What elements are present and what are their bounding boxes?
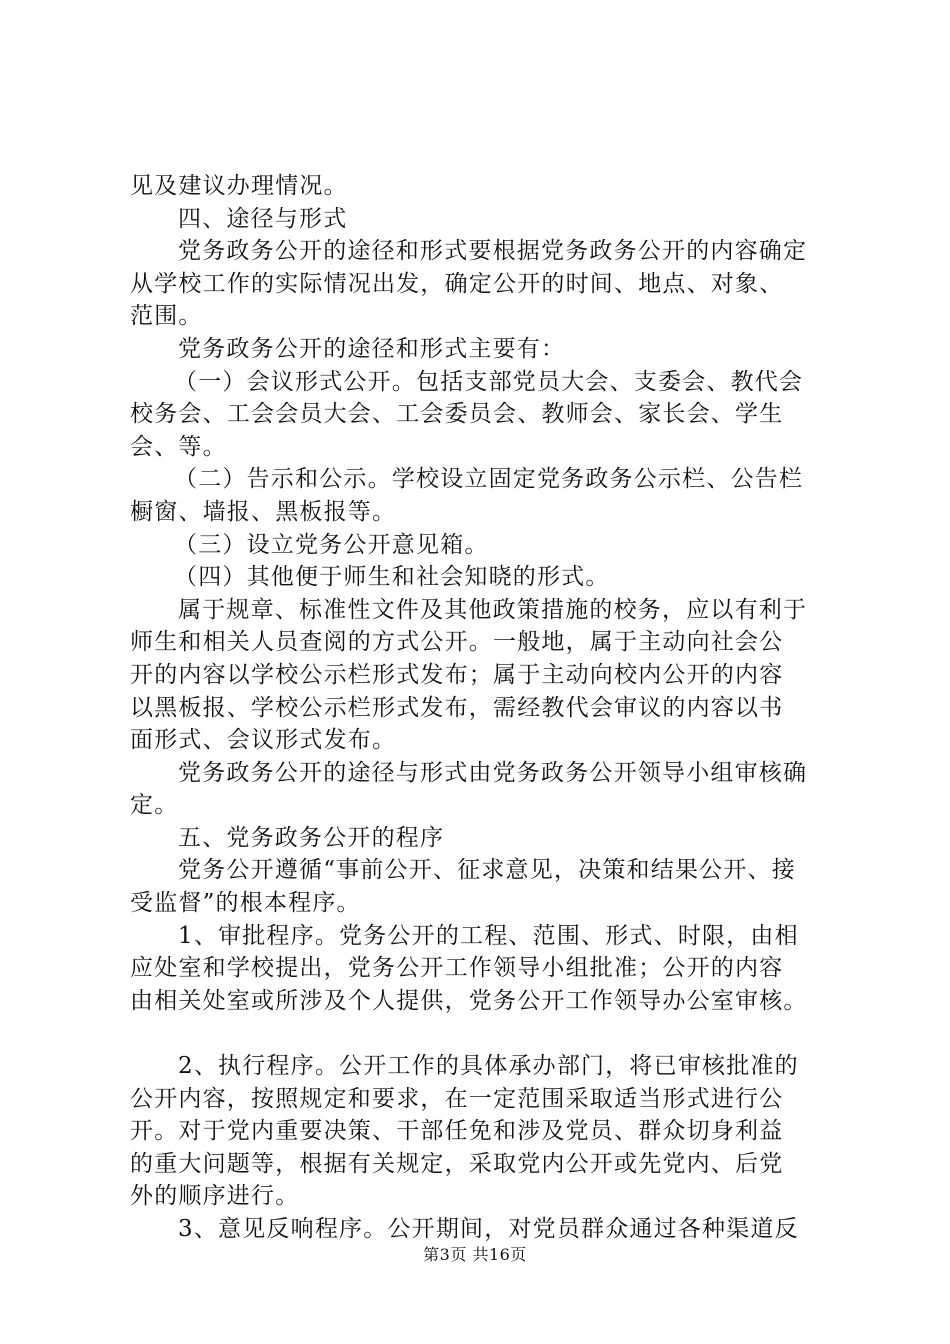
text-line: 见及建议办理情况。 — [130, 173, 348, 199]
text-line: 面形式、会议形式发布。 — [130, 727, 397, 754]
text-line: 2、执行程序。公开工作的具体承办部门，将已审核批准的 — [178, 1053, 799, 1080]
text-line: 党务政务公开的途径和形式要根据党务政务公开的内容确定 — [178, 238, 808, 265]
text-line: 开。对于党内重要决策、干部任免和涉及党员、群众切身利益 — [130, 1118, 784, 1145]
text-line: 党务政务公开的途径和形式主要有： — [178, 335, 566, 362]
text-line: 校务会、工会会员大会、工会委员会、教师会、家长会、学生 — [130, 401, 784, 428]
text-line: 应处室和学校提出，党务公开工作领导小组批准；公开的内容 — [130, 955, 784, 982]
text-line: 的重大问题等，根据有关规定，采取党内公开或先党内、后党 — [130, 1150, 784, 1177]
text-line: 党务政务公开的途径与形式由党务政务公开领导小组审核确 — [178, 759, 808, 786]
text-line: 外的顺序进行。 — [130, 1183, 300, 1210]
section-heading: 五、党务政务公开的程序 — [178, 824, 445, 851]
text-line: 会、等。 — [130, 433, 227, 460]
text-line: 橱窗、墙报、黑板报等。 — [130, 498, 397, 525]
text-line: 1、审批程序。党务公开的工程、范围、形式、时限，由相 — [178, 922, 799, 949]
text-line: 党务公开遵循“事前公开、征求意见，决策和结果公开、接 — [178, 857, 796, 884]
text-line: （二）告示和公示。学校设立固定党务政务公示栏、公告栏 — [174, 466, 804, 493]
document-body — [130, 170, 840, 1246]
section-heading: 四、途径与形式 — [178, 205, 348, 232]
text-line: 定。 — [130, 792, 179, 819]
blank-line — [130, 1017, 840, 1050]
text-line: （三）设立党务公开意见箱。 — [174, 531, 489, 558]
text-line: （一）会议形式公开。包括支部党员大会、支委会、教代会 — [174, 368, 804, 395]
text-line: 3、意见反响程序。公开期间，对党员群众通过各种渠道反 — [178, 1216, 799, 1242]
text-line: 属于规章、标准性文件及其他政策措施的校务，应以有利于 — [178, 596, 808, 623]
text-line: 从学校工作的实际情况出发，确定公开的时间、地点、对象、 — [130, 270, 784, 297]
text-line: （四）其他便于师生和社会知晓的形式。 — [174, 564, 610, 591]
text-line: 师生和相关人员查阅的方式公开。一般地，属于主动向社会公 — [130, 629, 784, 656]
text-line: 受监督”的根本程序。 — [130, 890, 361, 917]
text-line: 由相关处室或所涉及个人提供，党务公开工作领导办公室审核。 — [130, 987, 808, 1014]
page-number: 第3页 共16页 — [423, 1245, 527, 1264]
text-line: 以黑板报、学校公示栏形式发布，需经教代会审议的内容以书 — [130, 694, 784, 721]
text-line: 开的内容以学校公示栏形式发布；属于主动向校内公开的内容 — [130, 661, 784, 688]
text-line: 公开内容，按照规定和要求，在一定范围采取适当形式进行公 — [130, 1085, 784, 1112]
text-line: 范围。 — [130, 303, 203, 330]
